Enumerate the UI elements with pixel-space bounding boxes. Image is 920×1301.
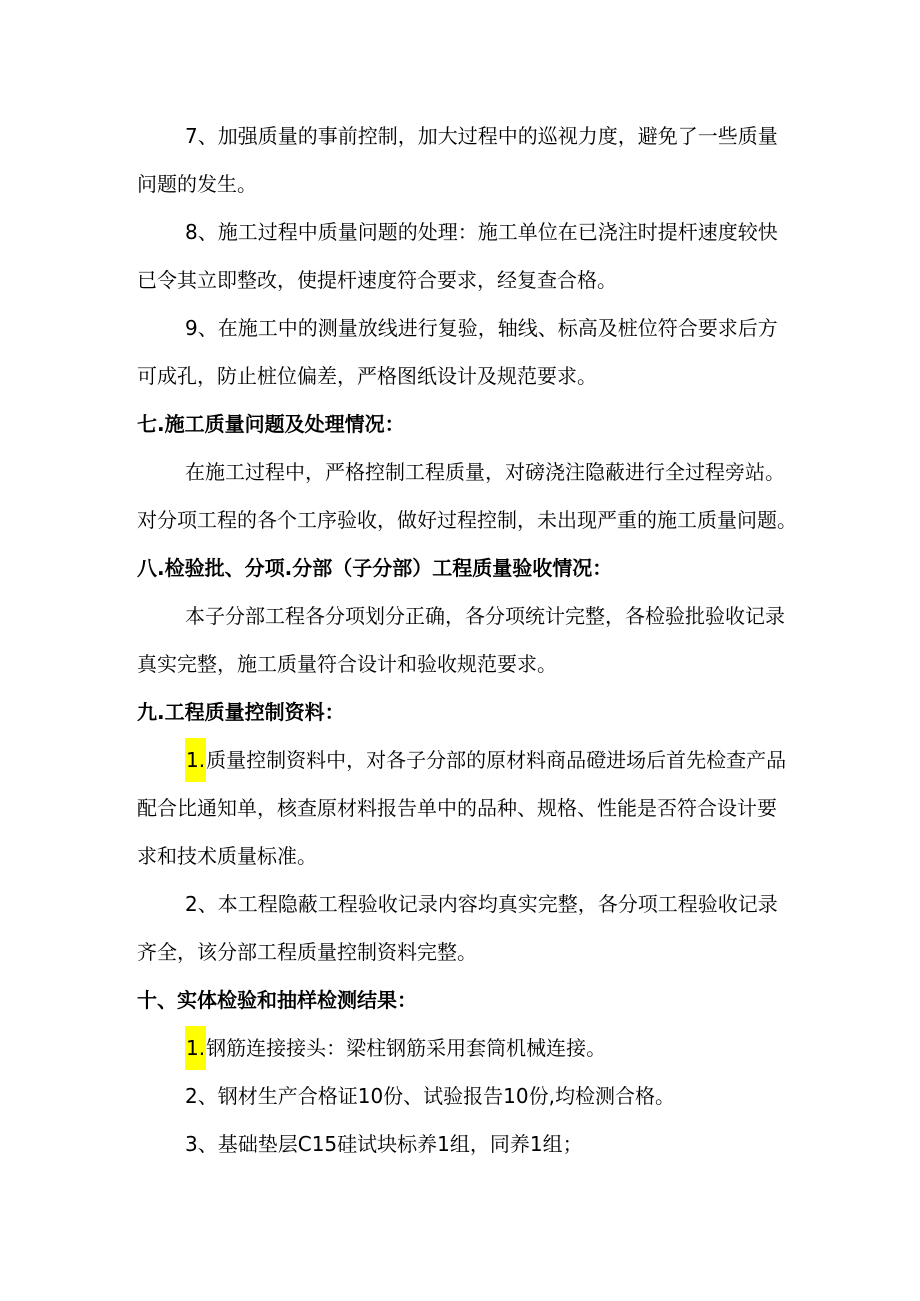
item-9-line-1: 9、在施工中的测量放线进行复验，轴线、标高及桩位符合要求后方 xyxy=(185,316,778,340)
section-9-item-2-line-2: 齐全，该分部工程质量控制资料完整。 xyxy=(137,940,477,964)
item-7 xyxy=(137,112,797,208)
section-10-heading: 十、实体检验和抽样检测结果： xyxy=(137,988,417,1012)
highlighted-number: 1. xyxy=(185,738,206,782)
section-7-line-1: 在施工过程中，严格控制工程质量，对磅浇注隐蔽进行全过程旁站。 xyxy=(185,460,785,484)
section-10-item-1-text: 钢筋连接接头：梁柱钢筋采用套筒机械连接。 xyxy=(206,1036,607,1060)
item-8-line-2: 已令其立即整改，使提杆速度符合要求，经复查合格。 xyxy=(137,268,617,292)
section-8-heading: 八.检验批、分项.分部（子分部）工程质量验收情况： xyxy=(137,556,613,580)
section-9-item-2 xyxy=(137,880,797,976)
section-9-heading: 九.工程质量控制资料： xyxy=(137,700,345,724)
section-9-item-1-line-2: 配合比通知单，核查原材料报告单中的品种、规格、性能是否符合设计要 xyxy=(137,796,777,820)
item-8-line-1: 8、施工过程中质量问题的处理：施工单位在已浇注时提杆速度较快 xyxy=(185,220,778,244)
section-8-body xyxy=(137,592,797,688)
document-page xyxy=(137,112,797,1168)
item-9-line-2: 可成孔，防止桩位偏差，严格图纸设计及规范要求。 xyxy=(137,364,597,388)
section-9-item-2-line-1: 2、本工程隐蔽工程验收记录内容均真实完整，各分项工程验收记录 xyxy=(185,892,778,916)
section-9-item-1-text: 质量控制资料中，对各子分部的原材料商品磴进场后首先检查产品 xyxy=(206,748,787,772)
item-8 xyxy=(137,208,797,304)
highlighted-number: 1. xyxy=(185,1026,206,1070)
section-9-item-1-line-1 xyxy=(137,736,797,784)
section-7-heading: 七.施工质量问题及处理情况： xyxy=(137,412,405,436)
item-9 xyxy=(137,304,797,400)
item-7-line-1: 7、加强质量的事前控制，加大过程中的巡视力度，避免了一些质量 xyxy=(185,124,778,148)
section-7-body xyxy=(137,448,797,544)
section-10-item-1 xyxy=(137,1024,797,1072)
section-10-item-3: 3、基础垫层C15硅试块标养1组，同养1组； xyxy=(185,1132,583,1156)
item-7-line-2: 问题的发生。 xyxy=(137,172,257,196)
section-8-line-1: 本子分部工程各分项划分正确，各分项统计完整，各检验批验收记录 xyxy=(185,604,785,628)
section-9-item-1-line-3: 求和技术质量标准。 xyxy=(137,844,317,868)
section-8-line-2: 真实完整，施工质量符合设计和验收规范要求。 xyxy=(137,652,557,676)
section-9-item-1 xyxy=(137,736,797,880)
section-7-line-2: 对分项工程的各个工序验收，做好过程控制，未出现严重的施工质量问题。 xyxy=(137,508,797,532)
section-10-item-2: 2、钢材生产合格证10份、试验报告10份,均检测合格。 xyxy=(185,1084,675,1108)
